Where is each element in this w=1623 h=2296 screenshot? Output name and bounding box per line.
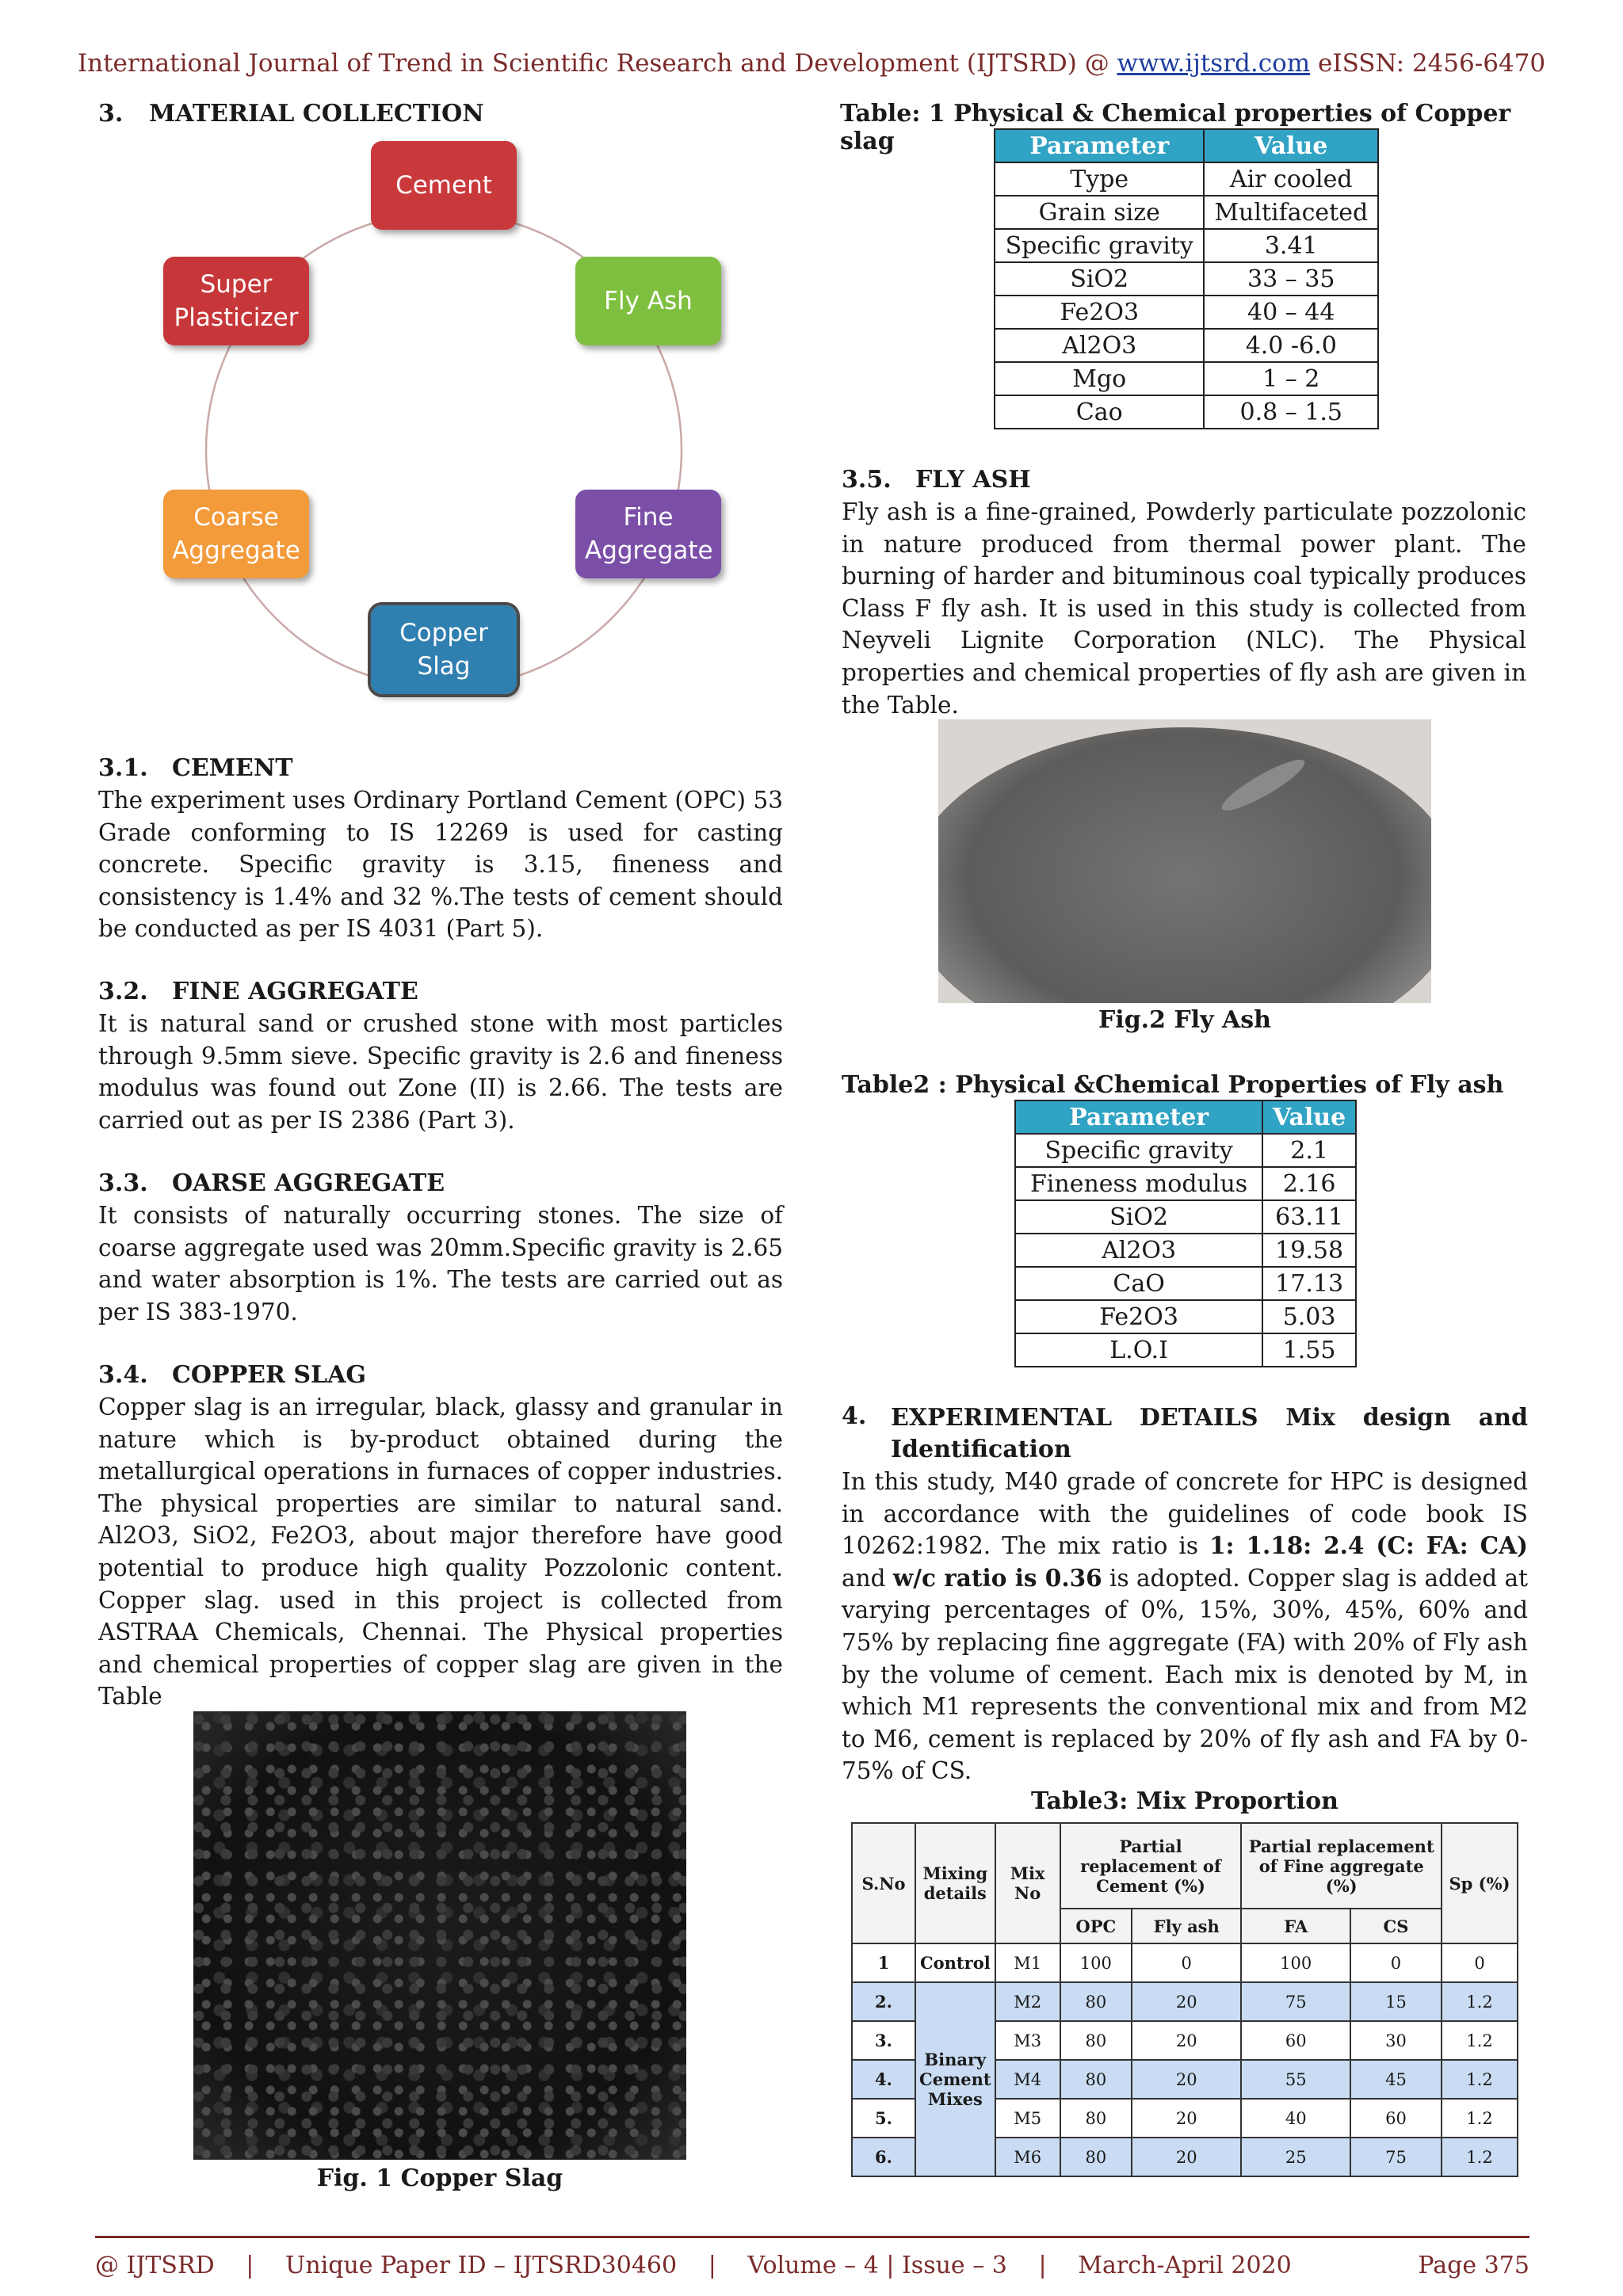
- table-row: SiO2 63.11: [1015, 1200, 1356, 1234]
- footer-volume: Volume – 4 | Issue – 3: [747, 2252, 1007, 2279]
- table-row: 5. M5 80 20 40 60 1.2: [852, 2099, 1518, 2138]
- journal-link[interactable]: www.ijtsrd.com: [1117, 49, 1311, 78]
- journal-name: International Journal of Trend in Scientific Research and Development (IJTSRD) @: [77, 49, 1117, 78]
- table-3-title: Table3: Mix Proportion: [1031, 1787, 1338, 1815]
- table-row: Specific gravity 3.41: [995, 229, 1378, 262]
- col-fine: Partial replacement of Fine aggregate (%): [1241, 1823, 1442, 1909]
- col-mixing: Mixing details: [915, 1823, 995, 1943]
- table-row: Fe2O3 40 – 44: [995, 296, 1378, 329]
- footer-date: March-April 2020: [1078, 2252, 1292, 2279]
- col-cement: Partial replacement of Cement (%): [1060, 1823, 1242, 1909]
- table-2-header-value: Value: [1262, 1100, 1356, 1134]
- table-row: Grain size Multifaceted: [995, 196, 1378, 229]
- col-mixno: Mix No: [995, 1823, 1060, 1943]
- table-row: Specific gravity 2.1: [1015, 1134, 1356, 1167]
- table-2-header-parameter: Parameter: [1015, 1100, 1262, 1134]
- table-1-header-parameter: Parameter: [995, 129, 1204, 162]
- section-number: 3.: [98, 100, 124, 128]
- footer-sep: |: [246, 2252, 254, 2279]
- footer-brand: @ IJTSRD: [95, 2252, 215, 2279]
- table-row: Fe2O3 5.03: [1015, 1300, 1356, 1333]
- section-3-4-text: Copper slag is an irregular, black, glassy and granular in nature which is by-product obtained during the metallurgical operations in furnaces of copper industries. The physical properties are similar to natural sand. Al2O3, SiO2, Fe2O3, about major therefore have good potential to produce high quality Pozzolonic content. Copper slag. used in this project is collected from ASTRAA Chemicals, Chennai. The Physical properties and chemical properties of copper slag are given in the Table: [98, 1394, 783, 1711]
- node-coarse-aggregate: Coarse Aggregate: [163, 490, 309, 578]
- table-row: Al2O3 4.0 -6.0: [995, 329, 1378, 362]
- section-title: MATERIAL COLLECTION: [149, 100, 484, 128]
- table-row: 3. M3 80 20 60 30 1.2: [852, 2021, 1518, 2060]
- table-row: 4. M4 80 20 55 45 1.2: [852, 2060, 1518, 2099]
- table-row: SiO2 33 – 35: [995, 262, 1378, 296]
- section-4-heading: 4. EXPERIMENTAL DETAILS Mix design and Identification: [842, 1402, 1528, 1463]
- col-sno: S.No: [852, 1823, 915, 1943]
- col-opc: OPC: [1060, 1909, 1132, 1943]
- table-row: L.O.I 1.55: [1015, 1333, 1356, 1367]
- footer-sep: |: [708, 2252, 716, 2279]
- table-3: [851, 1822, 1518, 2177]
- node-fine-aggregate: Fine Aggregate: [575, 490, 721, 578]
- col-flyash: Fly ash: [1132, 1909, 1241, 1943]
- section-4-text: In this study, M40 grade of concrete for HPC is designed in accordance with the guidelines of code book IS 10262:1982. The mix ratio is 1: 1.18: 2.4 (C: FA: CA) and w/c ratio is 0.36 is adopted. Copper slag is added at varying percentages of 0%, 15%, 30%, 45%, 60% and 75% by replacing fine aggregate (FA) with 20% of Fly ash by the volume of cement. Each mix is denoted by M, in which M1 represents the conventional mix and from M2 to M6, cement is replaced by 20% of fly ash and FA by 0-75% of CS.: [842, 1468, 1528, 1785]
- section-3-1-text: The experiment uses Ordinary Portland Cement (OPC) 53 Grade conforming to IS 12269 is used for casting concrete. Specific gravity is 3.15, fineness and consistency is 1.4% and 32 %.The tests of cement should be conducted as per IS 4031 (Part 5).: [98, 787, 783, 943]
- footer: [95, 2252, 1529, 2279]
- table-1-title: Table: 1 Physical & Chemical properties of Copper slag: [840, 100, 1511, 155]
- journal-header: [0, 49, 1623, 78]
- table-1: [994, 128, 1379, 429]
- table-2: [1014, 1100, 1357, 1367]
- node-cement: Cement: [371, 141, 517, 230]
- section-3-heading: [98, 100, 484, 128]
- col-cs: CS: [1350, 1909, 1442, 1943]
- table-row: 6. M6 80 20 25 75 1.2: [852, 2138, 1518, 2176]
- section-3-5-text: Fly ash is a fine-grained, Powderly particulate pozzolonic in nature produced from thermal power plant. The burning of harder and bituminous coal typically produces Class F fly ash. It is used in this study is collected from Neyveli Lignite Corporation (NLC). The Physical properties and chemical properties of fly ash are given in the Table.: [842, 498, 1526, 719]
- node-super-plasticizer: Super Plasticizer: [163, 257, 309, 345]
- section-3-1-heading: 3.1. CEMENT: [98, 754, 293, 782]
- copper-slag-photo: [193, 1711, 686, 2160]
- section-3-5-heading: 3.5. FLY ASH: [842, 466, 1031, 494]
- section-3-3-heading: 3.3. OARSE AGGREGATE: [98, 1169, 445, 1197]
- footer-page: Page 375: [1418, 2252, 1529, 2279]
- table-row: 1 Control M1 100 0 100 0 0: [852, 1943, 1518, 1982]
- fly-ash-photo: [938, 719, 1431, 1003]
- node-copper-slag: Copper Slag: [371, 605, 517, 694]
- table-row: Fineness modulus 2.16: [1015, 1167, 1356, 1200]
- footer-sep: |: [1038, 2252, 1047, 2279]
- table-row: Mgo 1 – 2: [995, 362, 1378, 395]
- col-fa: FA: [1241, 1909, 1350, 1943]
- table-row: CaO 17.13: [1015, 1267, 1356, 1300]
- fig-1-caption: Fig. 1 Copper Slag: [316, 2164, 563, 2192]
- table-2-title: Table2 : Physical &Chemical Properties of Fly ash: [842, 1071, 1504, 1099]
- fig-2-caption: Fig.2 Fly Ash: [1098, 1006, 1271, 1034]
- node-fly-ash: Fly Ash: [575, 257, 721, 345]
- table-row: Type Air cooled: [995, 162, 1378, 196]
- table-1-header-value: Value: [1204, 129, 1378, 162]
- footer-rule: [95, 2236, 1529, 2238]
- table-row: Al2O3 19.58: [1015, 1234, 1356, 1267]
- col-sp: Sp (%): [1442, 1823, 1518, 1943]
- section-3-2-text: It is natural sand or crushed stone with most particles through 9.5mm sieve. Specific gravity is 2.6 and fineness modulus was found out Zone (II) is 2.66. The tests are carried out as per IS 2386 (Part 3).: [98, 1010, 783, 1134]
- table-row: 2. Binary Cement Mixes M2 80 20 75 15 1.2: [852, 1982, 1518, 2021]
- section-3-4-heading: 3.4. COPPER SLAG: [98, 1361, 367, 1389]
- footer-paper-id: Unique Paper ID – IJTSRD30460: [285, 2252, 678, 2279]
- journal-issn: eISSN: 2456-6470: [1310, 49, 1546, 78]
- section-3-3-text: It consists of naturally occurring stones. The size of coarse aggregate used was 20mm.Specific gravity is 2.65 and water absorption is 1%. The tests are carried out as per IS 383-1970.: [98, 1202, 783, 1325]
- material-diagram: [151, 133, 737, 719]
- section-3-2-heading: 3.2. FINE AGGREGATE: [98, 978, 418, 1005]
- table-row: Cao 0.8 – 1.5: [995, 395, 1378, 429]
